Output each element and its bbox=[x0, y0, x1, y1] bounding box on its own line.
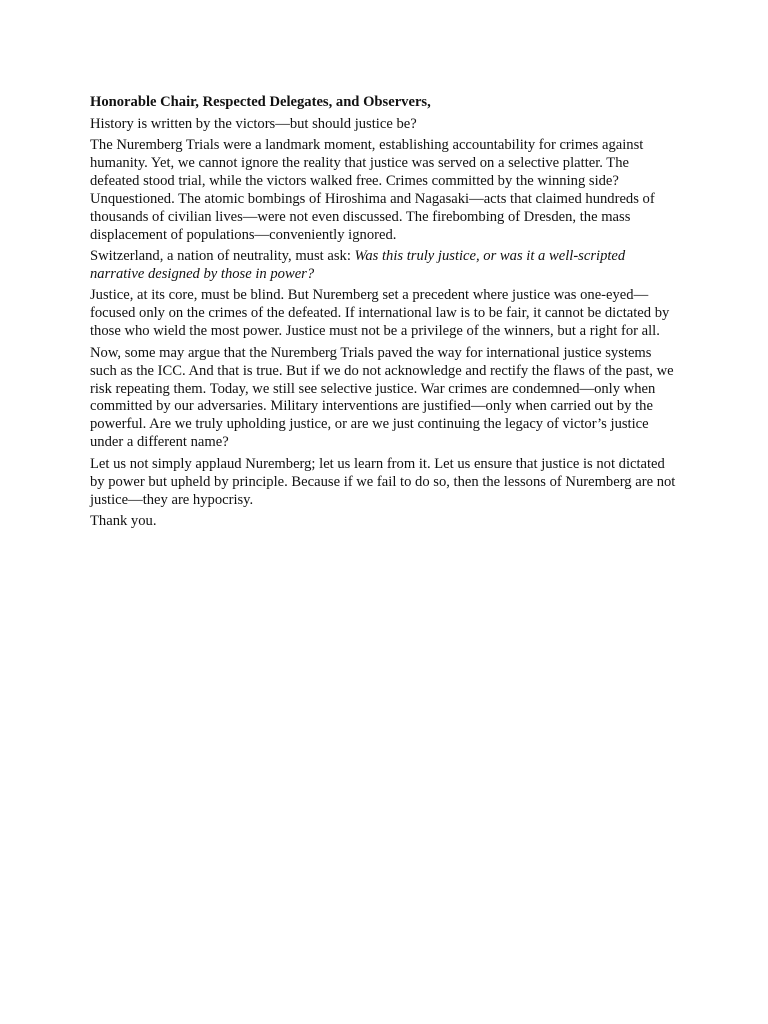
paragraph-justice-blind: Justice, at its core, must be blind. But Nuremberg set a precedent where justice was one-eyed—focused only on the crimes of the defeated. If international law is to be fair, it cannot be dictated by those who wield the most power. Justice must not be a privilege of the winners, but a right for all. bbox=[90, 287, 670, 340]
salutation: Honorable Chair, Respected Delegates, and Observers, bbox=[90, 94, 431, 110]
paragraph-opening-question: History is written by the victors—but should justice be? bbox=[90, 115, 417, 132]
paragraph-nuremberg-trials: The Nuremberg Trials were a landmark moment, establishing accountability for crimes against humanity. Yet, we cannot ignore the reality that justice was served on a selective platter. The defeated stood trial, while the victors walked free. Crimes committed by the winning side? Unquestioned. The atomic bombings of Hiroshima and Nagasaki—acts that claimed hundreds of thousands of civilian lives—were not even discussed. The firebombing of Dresden, the mass displacement of populations—conveniently ignored. bbox=[90, 137, 655, 243]
paragraph-switzerland bbox=[90, 248, 680, 284]
paragraph-switzerland-question: Was this truly justice, or was it a well-scripted narrative designed by those in power? bbox=[90, 248, 626, 282]
paragraph-switzerland-lead: Switzerland, a nation of neutrality, must ask: bbox=[90, 248, 355, 265]
paragraph-learn: Let us not simply applaud Nuremberg; let us learn from it. Let us ensure that justice is not dictated by power but upheld by principle. Because if we fail to do so, then the lessons of Nuremberg are not justice—they are hypocrisy. bbox=[90, 455, 676, 508]
paragraph-icc: Now, some may argue that the Nuremberg Trials paved the way for international justice systems such as the ICC. And that is true. But if we do not acknowledge and rectify the flaws of the past, we risk repeating them. Today, we still see selective justice. War crimes are condemned—only when committed by our adversaries. Military interventions are justified—only when carried out by the powerful. Are we truly upholding justice, or are we just continuing the legacy of victor’s justice under a different name? bbox=[90, 344, 674, 451]
closing-thanks: Thank you. bbox=[90, 513, 157, 530]
document-body bbox=[90, 94, 680, 535]
